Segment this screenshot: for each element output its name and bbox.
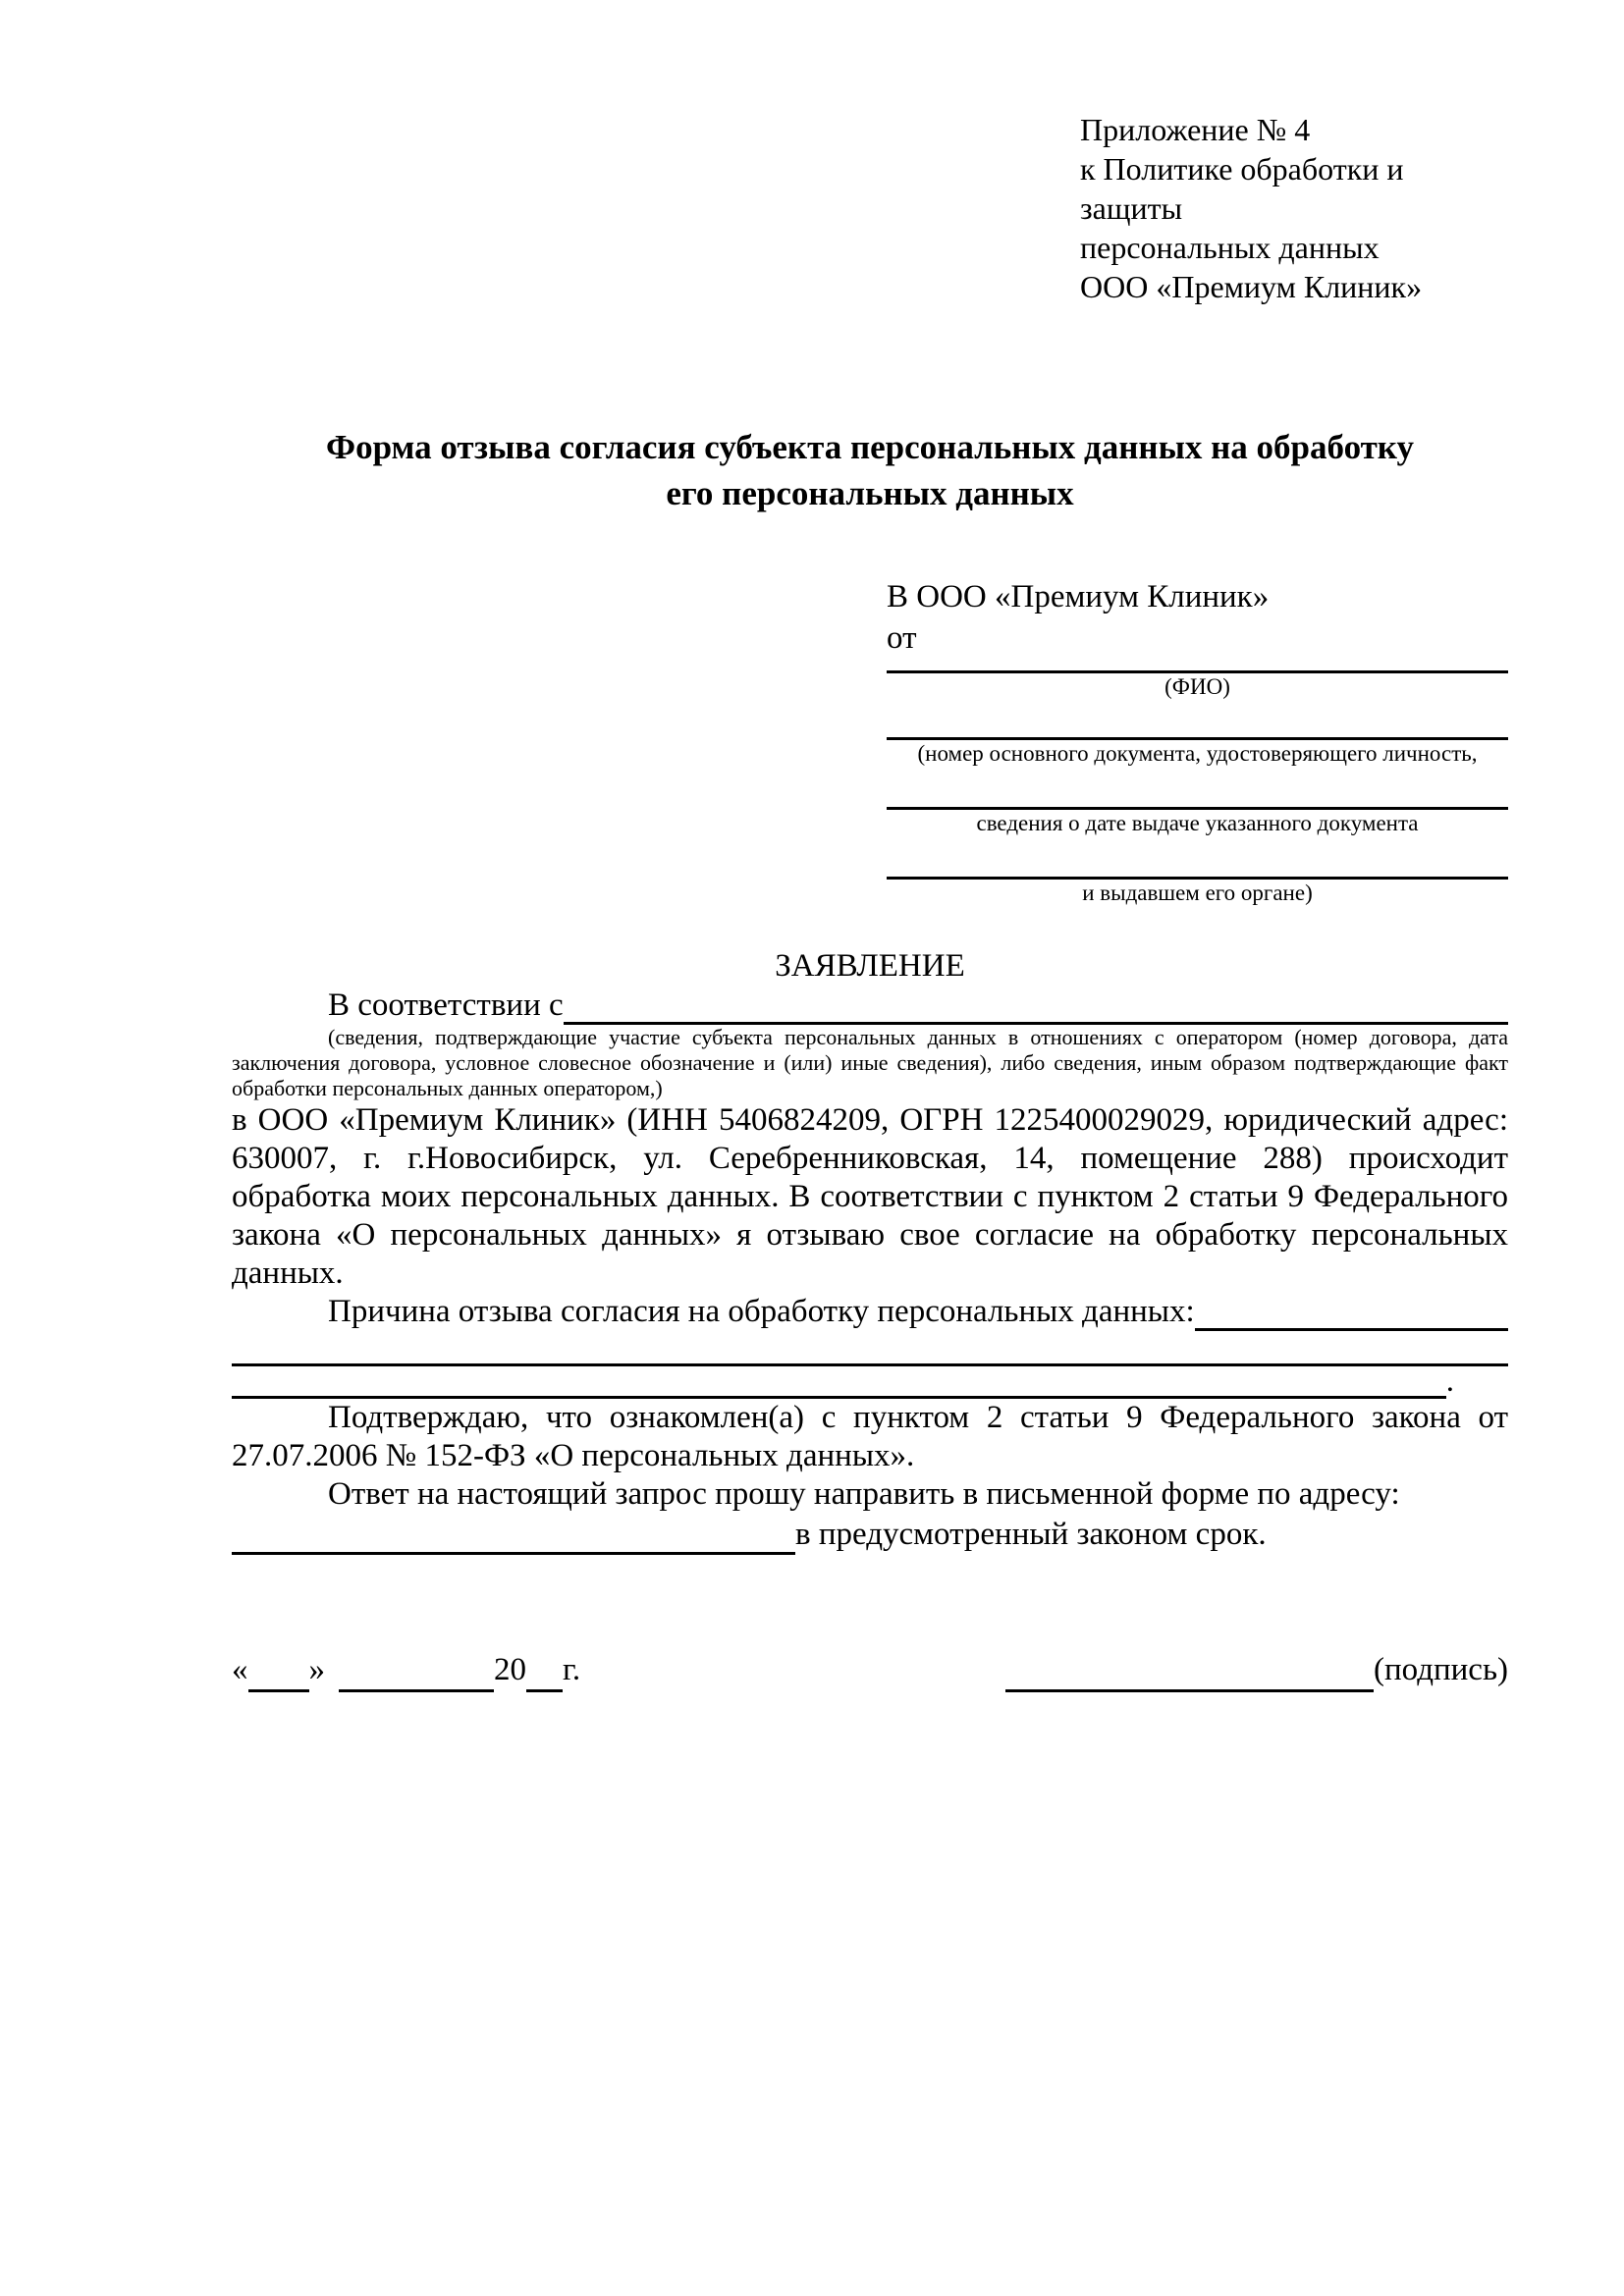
date-year-suffix: г. bbox=[563, 1652, 581, 1687]
caption-doc-number: (номер основного документа, удостоверяющего личность, bbox=[917, 741, 1478, 766]
signature-line bbox=[1005, 1648, 1508, 1692]
statement-body: в ООО «Премиум Клиник» (ИНН 5406824209, ОГРН 1225400029029, юридический адрес: 630007, г. г.Новосибирск, ул. Серебренниковская, 14, помещение 288) происходит обработка моих персональных данных. В соответствии с пунктом 2 статьи 9 Федерального закона «О персональных данных» я отзываю свое согласие на обработку персональных данных. bbox=[232, 1102, 1508, 1291]
date-close-quote: » bbox=[308, 1652, 325, 1687]
statement-intro-note: (сведения, подтверждающие участие субъекта персональных данных в отношениях с оператором (номер договора, дата заключения договора, условное словесное обозначение и (или) иные сведения), либо сведения, иным образом подтверждающие факт обработки персональных данных оператором,) bbox=[232, 1025, 1508, 1100]
reply-request-tail: в предусмотренный законом срок. bbox=[795, 1517, 1267, 1552]
appendix-line: ООО «Премиум Клиник» bbox=[1080, 269, 1423, 304]
blank-field-doc-issuer bbox=[887, 837, 1508, 880]
date-open-quote: « bbox=[232, 1652, 248, 1687]
blank-field-doc-date bbox=[887, 768, 1508, 810]
blank-field-consent-basis bbox=[564, 995, 1508, 1025]
appendix-line: персональных данных bbox=[1080, 230, 1380, 265]
blank-line-terminator: . bbox=[1445, 1363, 1454, 1399]
page-title-line: Форма отзыва согласия субъекта персональных данных на обработку bbox=[326, 428, 1414, 466]
reason-blank-row-2 bbox=[232, 1363, 1508, 1399]
date-line bbox=[232, 1648, 580, 1692]
blank-field-doc-number bbox=[887, 701, 1508, 740]
addressee-block bbox=[887, 575, 1508, 907]
addressee-from: от bbox=[887, 620, 917, 656]
blank-field-reason-line-2 bbox=[232, 1337, 1508, 1366]
blank-field-signature bbox=[1005, 1661, 1374, 1692]
page-title-line: его персональных данных bbox=[666, 474, 1074, 512]
blank-field-day bbox=[248, 1661, 309, 1692]
blank-field-month bbox=[339, 1661, 494, 1692]
reason-line bbox=[232, 1293, 1508, 1331]
caption-doc-date: сведения о дате выдаче указанного документа bbox=[976, 811, 1419, 835]
statement-heading: ЗАЯВЛЕНИЕ bbox=[775, 948, 965, 984]
appendix-block bbox=[1080, 110, 1508, 306]
appendix-line: к Политике обработки и защиты bbox=[1080, 151, 1404, 226]
signature-caption: (подпись) bbox=[1374, 1652, 1508, 1687]
statement-intro-prefix: В соответствии с bbox=[328, 988, 564, 1023]
blank-field-reason bbox=[1195, 1302, 1508, 1331]
blank-field-fio bbox=[887, 658, 1508, 673]
statement-intro-line bbox=[232, 987, 1508, 1025]
reason-label: Причина отзыва согласия на обработку персональных данных: bbox=[328, 1294, 1195, 1329]
addressee-to: В ООО «Премиум Клиник» bbox=[887, 579, 1270, 614]
appendix-line: Приложение № 4 bbox=[1080, 112, 1311, 147]
reply-address-line bbox=[232, 1514, 1508, 1555]
blank-field-reply-address bbox=[232, 1522, 795, 1555]
caption-fio: (ФИО) bbox=[1164, 674, 1230, 699]
blank-field-reason-line-3 bbox=[232, 1369, 1446, 1399]
acknowledgement-paragraph: Подтверждаю, что ознакомлен(а) с пунктом 2 статьи 9 Федерального закона от 27.07.2006 № 152-ФЗ «О персональных данных». bbox=[232, 1400, 1508, 1473]
caption-doc-issuer: и выдавшем его органе) bbox=[1082, 881, 1313, 905]
reason-blank-row-1 bbox=[232, 1339, 1508, 1366]
reply-request-line: Ответ на настоящий запрос прошу направить в письменной форме по адресу: bbox=[328, 1476, 1400, 1512]
blank-field-year bbox=[526, 1661, 563, 1692]
footer-row bbox=[232, 1648, 1508, 1692]
page-title bbox=[232, 424, 1508, 516]
date-year-prefix: 20 bbox=[494, 1652, 526, 1687]
